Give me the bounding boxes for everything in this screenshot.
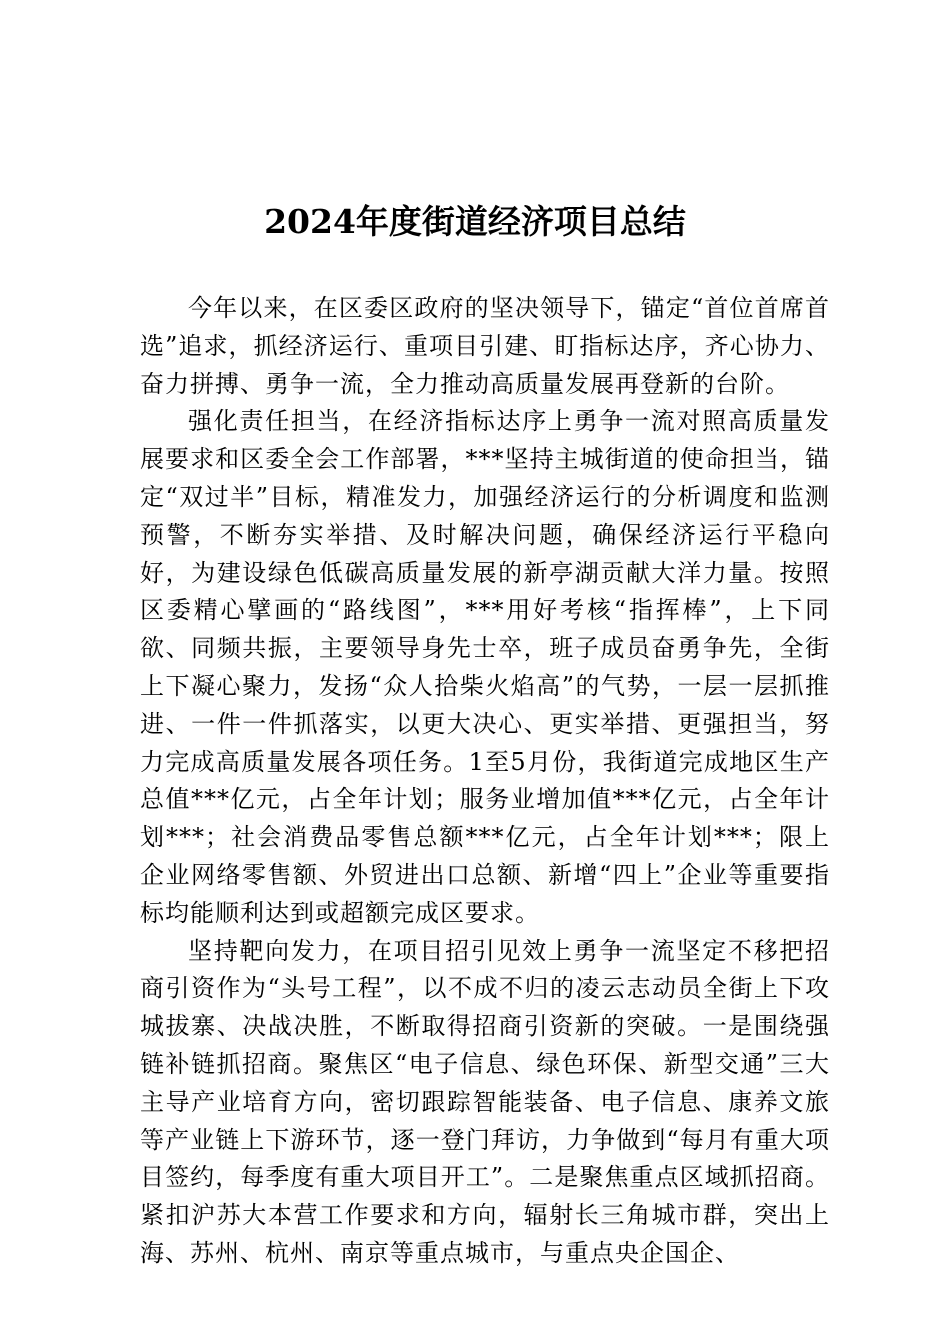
paragraph-investment: 坚持靶向发力，在项目招引见效上勇争一流坚定不移把招商引资作为“头号工程”，以不成不归的凌云志动员全街上下攻城拔寨、决战决胜，不断取得招商引资新的突破。一是围绕强链补链抓招商。聚焦区“电子信息、绿色环保、新型交通”三大主导产业培育方向，密切跟踪智能装备、电子信息、康养文旅等产业链上下游环节，逐一登门拜访，力争做到“每月有重大项目签约，每季度有重大项目开工”。二是聚焦重点区域抓招商。紧扣沪苏大本营工作要求和方向，辐射长三角城市群，突出上海、苏州、杭州、南京等重点城市，与重点央企国企、: [140, 936, 830, 1267]
paragraph-intro: 今年以来，在区委区政府的坚决领导下，锚定“首位首席首选”追求，抓经济运行、重项目引建、盯指标达序，齐心协力、奋力拼搏、勇争一流，全力推动高质量发展再登新的台阶。: [140, 294, 830, 398]
document-title: 2024年度街道经济项目总结: [264, 202, 686, 241]
paragraph-responsibility: 强化责任担当，在经济指标达序上勇争一流对照高质量发展要求和区委全会工作部署，***坚持主城街道的使命担当，锚定“双过半”目标，精准发力，加强经济运行的分析调度和监测预警，不断夯实举措、及时解决问题，确保经济运行平稳向好，为建设绿色低碳高质量发展的新亭湖贡献大洋力量。按照区委精心擘画的“路线图”，***用好考核“指挥棒”，上下同欲、同频共振，主要领导身先士卒，班子成员奋勇争先，全街上下凝心聚力，发扬“众人拾柴火焰高”的气势，一层一层抓推进、一件一件抓落实，以更大决心、更实举措、更强担当，努力完成高质量发展各项任务。1至5月份，我街道完成地区生产总值***亿元，占全年计划；服务业增加值***亿元，占全年计划***；社会消费品零售总额***亿元，占全年计划***；限上企业网络零售额、外贸进出口总额、新增“四上”企业等重要指标均能顺利达到或超额完成区要求。: [140, 407, 830, 927]
document-body: [140, 290, 830, 1273]
